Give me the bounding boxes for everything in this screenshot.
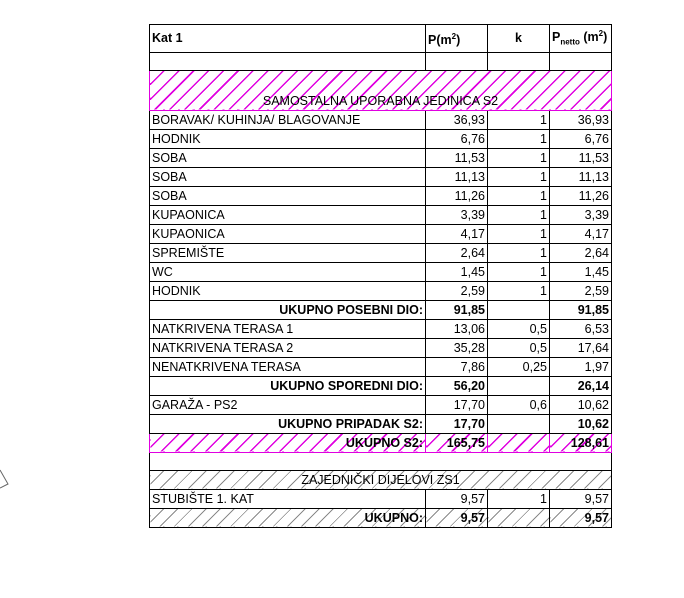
rooms-list (150, 110, 612, 300)
col-header-p: $P(m^2)$ (426, 25, 488, 53)
table-row (150, 205, 612, 224)
row-p: 6,76 (426, 129, 488, 148)
row-p: 7,86 (426, 357, 488, 376)
row-name: WC (150, 262, 426, 281)
sum-net: 91,85 (550, 300, 612, 319)
row-k: 1 (488, 110, 550, 129)
header-row (150, 25, 612, 53)
row-net: 6,53 (550, 319, 612, 338)
table-row (150, 167, 612, 186)
sum-net: 128,61 (550, 433, 612, 452)
row-k: 1 (488, 281, 550, 300)
row-name: HODNIK (150, 129, 426, 148)
table-row (150, 319, 612, 338)
row-net: 11,26 (550, 186, 612, 205)
row-name: SOBA (150, 167, 426, 186)
row-k: 1 (488, 167, 550, 186)
spacer-row (150, 52, 612, 70)
row-k: 1 (488, 148, 550, 167)
sum-p: 17,70 (426, 414, 488, 433)
sum-p: 56,20 (426, 376, 488, 395)
row-net: 1,45 (550, 262, 612, 281)
page-edge-mark (0, 466, 10, 492)
col-header-k: k (488, 25, 550, 53)
row-name: HODNIK (150, 281, 426, 300)
sum-label: UKUPNO PRIPADAK S2: (150, 414, 426, 433)
sum-label: UKUPNO POSEBNI DIO: (150, 300, 426, 319)
row-p: 11,53 (426, 148, 488, 167)
row-name: NATKRIVENA TERASA 1 (150, 319, 426, 338)
sum-posebni-row (150, 300, 612, 319)
row-k: 1 (488, 243, 550, 262)
sum-label: UKUPNO SPOREDNI DIO: (150, 376, 426, 395)
row-name: SOBA (150, 186, 426, 205)
row-p: 11,26 (426, 186, 488, 205)
row-p: 4,17 (426, 224, 488, 243)
row-p: 11,13 (426, 167, 488, 186)
row-k: 1 (488, 129, 550, 148)
row-net: 1,97 (550, 357, 612, 376)
row-p: 2,64 (426, 243, 488, 262)
garage-row (150, 395, 612, 414)
table-row (150, 148, 612, 167)
table-row (150, 262, 612, 281)
row-net: 11,53 (550, 148, 612, 167)
row-k: 1 (488, 205, 550, 224)
row-p: 1,45 (426, 262, 488, 281)
sum-label: UKUPNO: (150, 508, 426, 527)
sum-pripadak-row (150, 414, 612, 433)
row-net: 6,76 (550, 129, 612, 148)
unit-title: SAMOSTALNA UPORABNA JEDINICA S2 (150, 70, 612, 110)
row-p: 3,39 (426, 205, 488, 224)
row-net: 3,39 (550, 205, 612, 224)
row-k: 1 (488, 224, 550, 243)
table-row (150, 338, 612, 357)
row-p: 17,70 (426, 395, 488, 414)
row-name: STUBIŠTE 1. KAT (150, 489, 426, 508)
sum-sporedni-row (150, 376, 612, 395)
sum-common-row (150, 508, 612, 527)
row-name: NATKRIVENA TERASA 2 (150, 338, 426, 357)
sum-net: 9,57 (550, 508, 612, 527)
sum-p: 9,57 (426, 508, 488, 527)
row-p: 9,57 (426, 489, 488, 508)
row-net: 2,64 (550, 243, 612, 262)
unit-title-row (150, 70, 612, 110)
row-net: 36,93 (550, 110, 612, 129)
sum-p: 91,85 (426, 300, 488, 319)
row-p: 2,59 (426, 281, 488, 300)
row-p: 36,93 (426, 110, 488, 129)
row-net: 9,57 (550, 489, 612, 508)
row-name: KUPAONICA (150, 205, 426, 224)
area-table (149, 24, 612, 528)
row-k: 0,6 (488, 395, 550, 414)
row-k: 1 (488, 489, 550, 508)
row-net: 4,17 (550, 224, 612, 243)
sum-s2-row (150, 433, 612, 452)
table-row (150, 129, 612, 148)
sum-net: 26,14 (550, 376, 612, 395)
row-name: SOBA (150, 148, 426, 167)
row-k: 0,5 (488, 319, 550, 338)
row-name: SPREMIŠTE (150, 243, 426, 262)
table-row (150, 489, 612, 508)
row-net: 11,13 (550, 167, 612, 186)
row-k: 1 (488, 186, 550, 205)
row-name: NENATKRIVENA TERASA (150, 357, 426, 376)
common-title-row (150, 470, 612, 489)
table-row (150, 357, 612, 376)
row-p: 13,06 (426, 319, 488, 338)
row-name: KUPAONICA (150, 224, 426, 243)
sum-p: 165,75 (426, 433, 488, 452)
area-table-sheet (149, 24, 611, 528)
table-title: Kat 1 (150, 25, 426, 53)
common-list (150, 489, 612, 508)
row-name: GARAŽA - PS2 (150, 395, 426, 414)
row-k: 0,5 (488, 338, 550, 357)
row-k: 0,25 (488, 357, 550, 376)
sum-net: 10,62 (550, 414, 612, 433)
table-row (150, 281, 612, 300)
gap-row (150, 452, 612, 470)
row-net: 10,62 (550, 395, 612, 414)
common-title: ZAJEDNIČKI DIJELOVI ZS1 (150, 470, 612, 489)
row-net: 2,59 (550, 281, 612, 300)
table-row (150, 243, 612, 262)
row-k: 1 (488, 262, 550, 281)
row-p: 35,28 (426, 338, 488, 357)
table-row (150, 110, 612, 129)
col-header-net: $P_{netto}$ $(m^2)$ (550, 25, 612, 53)
table-row (150, 224, 612, 243)
row-net: 17,64 (550, 338, 612, 357)
secondary-list (150, 319, 612, 376)
row-name: BORAVAK/ KUHINJA/ BLAGOVANJE (150, 110, 426, 129)
sum-label: UKUPNO S2: (150, 433, 426, 452)
table-row (150, 186, 612, 205)
